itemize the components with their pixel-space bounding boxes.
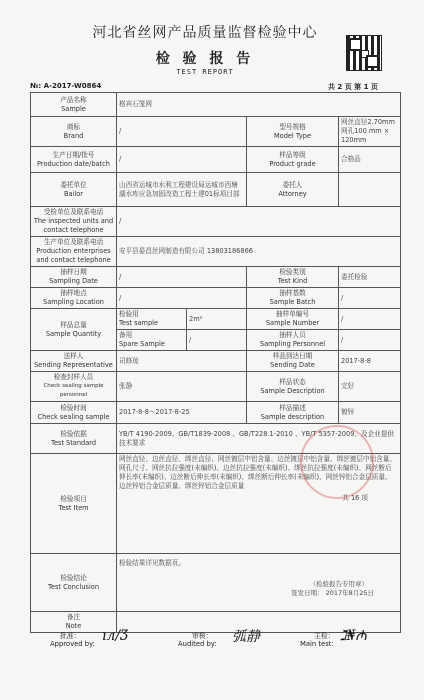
label-note: 备注 Note — [31, 612, 117, 633]
table-row — [31, 147, 401, 173]
value-sealing-person: 张静 — [117, 372, 247, 402]
label-sending-date: 样品到达日期 Sending Date — [247, 351, 339, 372]
value-model: 网丝直径2.70mm 网孔100 mm × 120mm — [339, 117, 401, 147]
label-production-date: 生产日期/批号 Production date/batch — [31, 147, 117, 173]
value-production-date: / — [117, 147, 247, 173]
value-sample-number: / — [339, 309, 401, 330]
value-brand: / — [117, 117, 247, 147]
value-bailor: 山西省运城市水利工程建设局运城市西塘湖水库应急加固改造工程土建01标项目部 — [117, 173, 247, 207]
label-sampling-personnel: 抽样人员 Sampling Personnel — [247, 330, 339, 351]
value-spare-sample: / — [187, 330, 247, 351]
value-sample-batch: / — [339, 288, 401, 309]
value-attorney — [339, 173, 401, 207]
value-test-sample: 2m² — [187, 309, 247, 330]
conclusion-stamp-label: （检验报告专用章） — [309, 580, 369, 588]
table-row — [31, 554, 401, 612]
table-row — [31, 207, 401, 237]
label-test-kind: 检验类别 Test Kind — [247, 267, 339, 288]
label-sample-desc: 样品描述 Sample description — [247, 402, 339, 424]
value-sampling-date: / — [117, 267, 247, 288]
audited-label: 审核： Audited by: — [178, 632, 217, 648]
value-grade: 合格品 — [339, 147, 401, 173]
main-test-label: 主检： Main test: — [300, 632, 335, 648]
value-sampling-location: / — [117, 288, 247, 309]
label-sending-rep: 送样人 Sending Representative — [31, 351, 117, 372]
table-row — [31, 288, 401, 309]
label-brand: 商标 Brand — [31, 117, 117, 147]
value-sending-date: 2017-8-8 — [339, 351, 401, 372]
test-item-list: 网丝直径、边丝直径、绑丝直径、网丝镀层中铝含量、边丝镀层中铝含量、绑丝镀层中铝含量、网孔尺寸、网丝抗拉强度(未编织)、边丝抗拉强度(未编织)、绑丝抗拉强度(未编织)、网丝断后伸长率(未编织)、边丝断后伸长率(未编织)、绑丝断后伸长率(未编织)、网丝锌铝合金层质量、边丝锌铝合金层质量、绑丝锌铝合金层质量 — [119, 455, 396, 490]
table-row — [31, 309, 401, 330]
label-conclusion: 检验结论 Test Conclusion — [31, 554, 117, 612]
label-sample: 产品名称 Sample — [31, 93, 117, 117]
table-row — [31, 351, 401, 372]
label-inspected-units: 受检单位及联系电话 The inspected units and contact telephone — [31, 207, 117, 237]
value-sample: 格宾石笼网 — [117, 93, 401, 117]
qr-code-icon — [346, 35, 382, 71]
table-row — [31, 93, 401, 117]
approved-signature: ıл/Ʒ — [102, 628, 129, 644]
table-row — [31, 267, 401, 288]
value-sample-desc: 镀锌 — [339, 402, 401, 424]
label-grade: 样品等级 Product grade — [247, 147, 339, 173]
value-test-kind: 委托检验 — [339, 267, 401, 288]
label-model: 型号规格 Model Type — [247, 117, 339, 147]
report-table — [30, 92, 401, 633]
label-sealing-person: 检查封样人员 Check sealing sample personnel — [31, 372, 117, 402]
conclusion-text: 检验结果详见数据页。 — [119, 559, 185, 567]
label-test-standard: 检验依据 Test Standard — [31, 424, 117, 454]
value-sample-state: 完好 — [339, 372, 401, 402]
main-test-signature: ℷ₦₼ — [340, 628, 367, 644]
label-test-sample: 检验用 Test sample — [117, 309, 187, 330]
label-sampling-date: 抽样日期 Sampling Date — [31, 267, 117, 288]
value-production-enterprise: 安平县晏昌丝网制造有限公司 13803186866 — [117, 237, 401, 267]
value-conclusion — [117, 554, 401, 612]
audited-signature: 弧静 — [232, 629, 260, 645]
test-item-count: 共 16 项 — [342, 494, 369, 502]
label-attorney: 委托人 Attorney — [247, 173, 339, 207]
label-bailor: 委托单位 Bailor — [31, 173, 117, 207]
table-row — [31, 402, 401, 424]
report-title-en: TEST REPORT — [176, 68, 234, 76]
label-test-item: 检验项目 Test Item — [31, 454, 117, 554]
report-title-cn: 检 验 报 告 — [155, 51, 255, 67]
label-sample-number: 抽样单编号 Sample Number — [247, 309, 339, 330]
value-check-date: 2017-8-8～2017-8-25 — [117, 402, 247, 424]
red-seal-stamp — [300, 425, 374, 499]
label-sample-state: 样品状态 Sample Description — [247, 372, 339, 402]
label-production-enterprise: 生产单位及联系电话 Production enterprises and contact telephone — [31, 237, 117, 267]
label-sample-batch: 抽样基数 Sample Batch — [247, 288, 339, 309]
value-test-standard: YB/T 4190-2009、GB/T1839-2008 、GB/T228.1-2010 、YB/T 5357-2009、及企业提供技术要求 — [117, 424, 401, 454]
value-inspected-units: / — [117, 207, 401, 237]
page-info: 共 2 页 第 1 页 — [328, 83, 378, 91]
approved-label: 批准： Approved by: — [50, 632, 95, 648]
table-row — [31, 173, 401, 207]
label-sampling-location: 抽样地点 Sampling Location — [31, 288, 117, 309]
value-sending-rep: 司修琼 — [117, 351, 247, 372]
label-sample-quantity: 样品总量 Sample Quantity — [31, 309, 117, 351]
value-sampling-personnel: / — [339, 330, 401, 351]
table-row — [31, 237, 401, 267]
org-name: 河北省丝网产品质量监督检验中心 — [92, 25, 318, 41]
label-spare-sample: 备用 Spare Sample — [117, 330, 187, 351]
table-row — [31, 117, 401, 147]
conclusion-issue-date: 签发日期： 2017年8月25日 — [291, 589, 375, 597]
table-row — [31, 372, 401, 402]
report-number: №: A-2017-W0864 — [30, 82, 102, 90]
label-check-date: 检验时间 Check sealing sample — [31, 402, 117, 424]
